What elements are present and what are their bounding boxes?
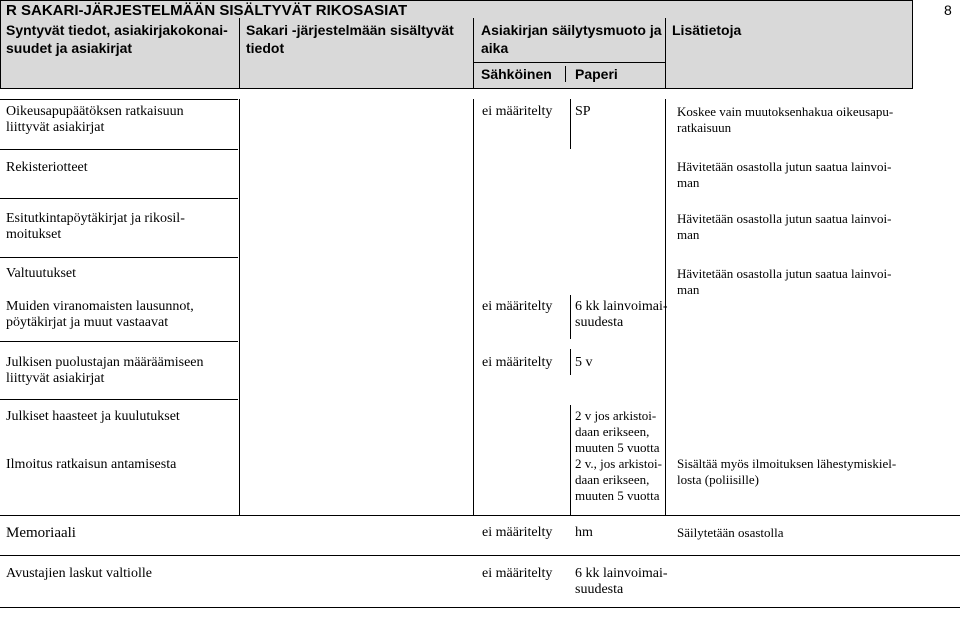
row-paper: SP [575, 104, 591, 119]
header-col-sakari-data: Sakari -järjestelmään sisältyvät tiedot [246, 22, 454, 56]
row-info: Hävitetään osastolla jutun saatua lainvoi- man [677, 159, 892, 190]
row-name: Avustajien laskut valtiolle [6, 566, 152, 581]
row-rule [0, 341, 238, 342]
row-name: Ilmoitus ratkaisun antamisesta [6, 457, 177, 472]
header-col-retention: Asiakirjan säilytysmuoto ja aika [481, 22, 662, 56]
row-paper: hm [575, 525, 593, 540]
row-name: Julkisen puolustajan määräämiseen liittyvät asiakirjat [6, 355, 204, 386]
row-name: Rekisteriotteet [6, 160, 88, 175]
header-sub-divider [474, 62, 665, 63]
row-rule [0, 149, 238, 150]
row-rule [0, 257, 238, 258]
row-paper: 2 v., jos arkistoi- daan erikseen, muuten 5 vuotta [575, 456, 662, 503]
row-info: Koskee vain muutoksenhakua oikeusapu- ratkaisuun [677, 104, 894, 135]
row-name: Memoriaali [6, 525, 76, 541]
row-name: Esitutkintapöytäkirjat ja rikosil- moitukset [6, 211, 185, 242]
row-paper: 6 kk lainvoimai- suudesta [575, 299, 668, 330]
header-right-border [912, 0, 913, 89]
row-info: Hävitetään osastolla jutun saatua lainvoi- man [677, 211, 892, 242]
row-paper: 6 kk lainvoimai- suudesta [575, 566, 668, 597]
row-electronic: ei määritelty [482, 299, 553, 314]
row-rule [0, 198, 238, 199]
body-col-rule [570, 99, 571, 149]
header-divider-2 [473, 18, 474, 89]
header-top-border [0, 0, 913, 1]
body-col-rule [473, 99, 474, 516]
row-electronic: ei määritelty [482, 566, 553, 581]
body-col-rule [239, 99, 240, 516]
body-col-rule [570, 295, 571, 339]
body-col-rule [570, 349, 571, 375]
row-rule [0, 515, 960, 516]
body-top-rule [0, 99, 238, 100]
section-title: R SAKARI-JÄRJESTELMÄÄN SISÄLTYVÄT RIKOSASIAT [6, 2, 408, 19]
header-divider-3 [665, 18, 666, 89]
row-rule [0, 399, 238, 400]
header-divider-1 [239, 18, 240, 89]
row-rule [0, 607, 960, 608]
row-name: Muiden viranomaisten lausunnot, pöytäkirjat ja muut vastaavat [6, 299, 194, 330]
header-bottom-border [0, 88, 913, 89]
row-electronic: ei määritelty [482, 104, 553, 119]
row-info: Hävitetään osastolla jutun saatua lainvoi- man [677, 266, 892, 297]
row-name: Oikeusapupäätöksen ratkaisuun liittyvät asiakirjat [6, 104, 184, 135]
row-name: Julkiset haasteet ja kuulutukset [6, 409, 180, 424]
header-col-info: Lisätietoja [672, 22, 742, 38]
row-paper: 2 v jos arkistoi- daan erikseen, muuten 5 vuotta [575, 408, 660, 455]
row-name: Valtuutukset [6, 266, 76, 281]
row-electronic: ei määritelty [482, 355, 553, 370]
page-number: 8 [944, 2, 952, 18]
row-electronic: ei määritelty [482, 525, 553, 540]
header-left-border [0, 0, 1, 89]
row-info: Sisältää myös ilmoituksen lähestymiskiel- losta (poliisille) [677, 456, 897, 487]
row-rule [0, 555, 960, 556]
header-sub-paper: Paperi [575, 66, 618, 82]
header-col-documents: Syntyvät tiedot, asiakirjakokonai- suudet ja asiakirjat [6, 22, 228, 56]
row-paper: 5 v [575, 355, 593, 370]
header-sub-separator [565, 66, 566, 82]
header-sub-electronic: Sähköinen [481, 66, 552, 82]
row-info: Säilytetään osastolla [677, 525, 784, 540]
body-col-rule [570, 405, 571, 515]
